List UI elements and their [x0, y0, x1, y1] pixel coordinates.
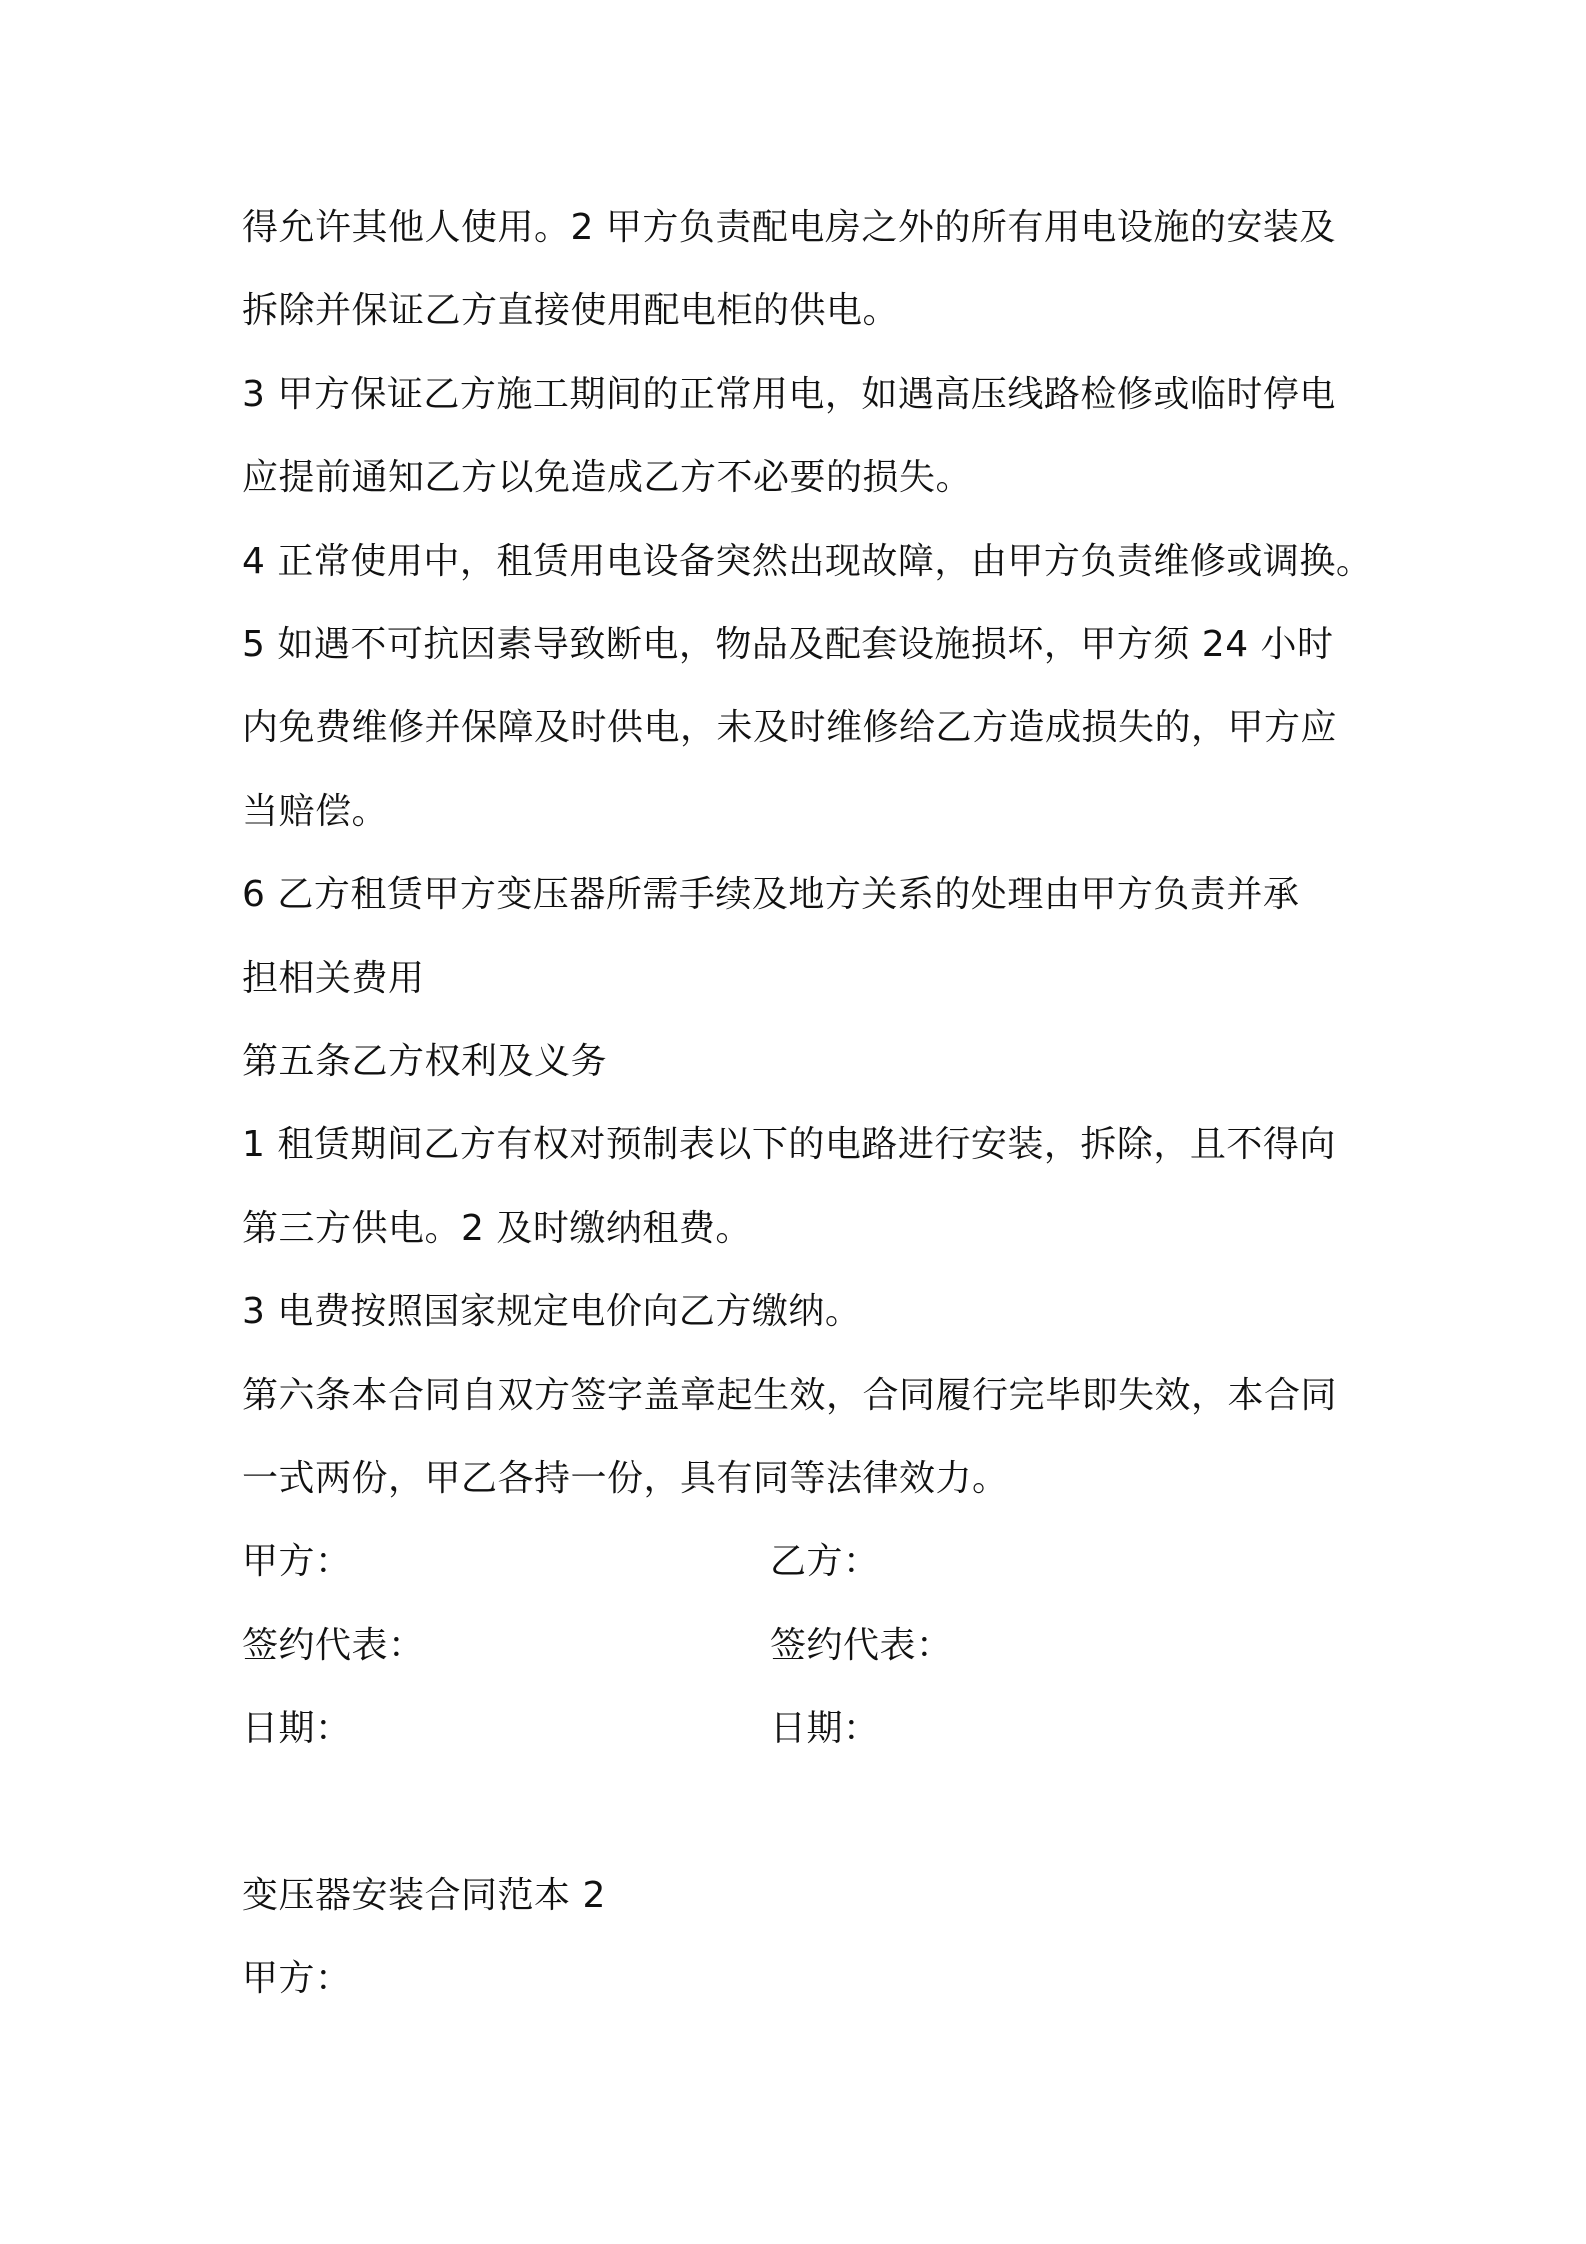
party-a-label: 甲方： — [242, 1541, 352, 1582]
paragraph-line: 应提前通知乙方以免造成乙方不必要的损失。 — [242, 457, 973, 498]
paragraph-line: 6 乙方租赁甲方变压器所需手续及地方关系的处理由甲方负责并承 — [242, 874, 1300, 915]
paragraph-line: 第三方供电。2 及时缴纳租费。 — [242, 1208, 752, 1249]
rep-a-label: 签约代表： — [242, 1625, 425, 1666]
paragraph-line: 3 电费按照国家规定电价向乙方缴纳。 — [242, 1291, 862, 1332]
paragraph-line: 1 租赁期间乙方有权对预制表以下的电路进行安装，拆除，且不得向 — [242, 1124, 1336, 1165]
paragraph-line: 4 正常使用中，租赁用电设备突然出现故障，由甲方负责维修或调换。 — [242, 541, 1373, 582]
paragraph-line: 一式两份，甲乙各持一份，具有同等法律效力。 — [242, 1458, 1009, 1499]
rep-b-label: 签约代表： — [770, 1625, 953, 1666]
party-b-label: 乙方： — [770, 1541, 880, 1582]
paragraph-line: 得允许其他人使用。2 甲方负责配电房之外的所有用电设施的安装及 — [242, 207, 1336, 248]
date-b-label: 日期： — [770, 1708, 880, 1749]
paragraph-line: 5 如遇不可抗因素导致断电，物品及配套设施损坏，甲方须 24 小时 — [242, 624, 1334, 665]
paragraph-line: 3 甲方保证乙方施工期间的正常用电，如遇高压线路检修或临时停电 — [242, 374, 1336, 415]
next-section-title: 变压器安装合同范本 2 — [242, 1875, 606, 1916]
paragraph-line: 内免费维修并保障及时供电，未及时维修给乙方造成损失的，甲方应 — [242, 707, 1338, 748]
paragraph-line: 第六条本合同自双方签字盖章起生效，合同履行完毕即失效，本合同 — [242, 1375, 1338, 1416]
paragraph-line: 担相关费用 — [242, 958, 425, 999]
section-heading: 第五条乙方权利及义务 — [242, 1041, 608, 1082]
date-a-label: 日期： — [242, 1708, 352, 1749]
paragraph-line: 当赔偿。 — [242, 791, 389, 832]
next-party-a-label: 甲方： — [242, 1958, 352, 1999]
paragraph-line: 拆除并保证乙方直接使用配电柜的供电。 — [242, 290, 900, 331]
